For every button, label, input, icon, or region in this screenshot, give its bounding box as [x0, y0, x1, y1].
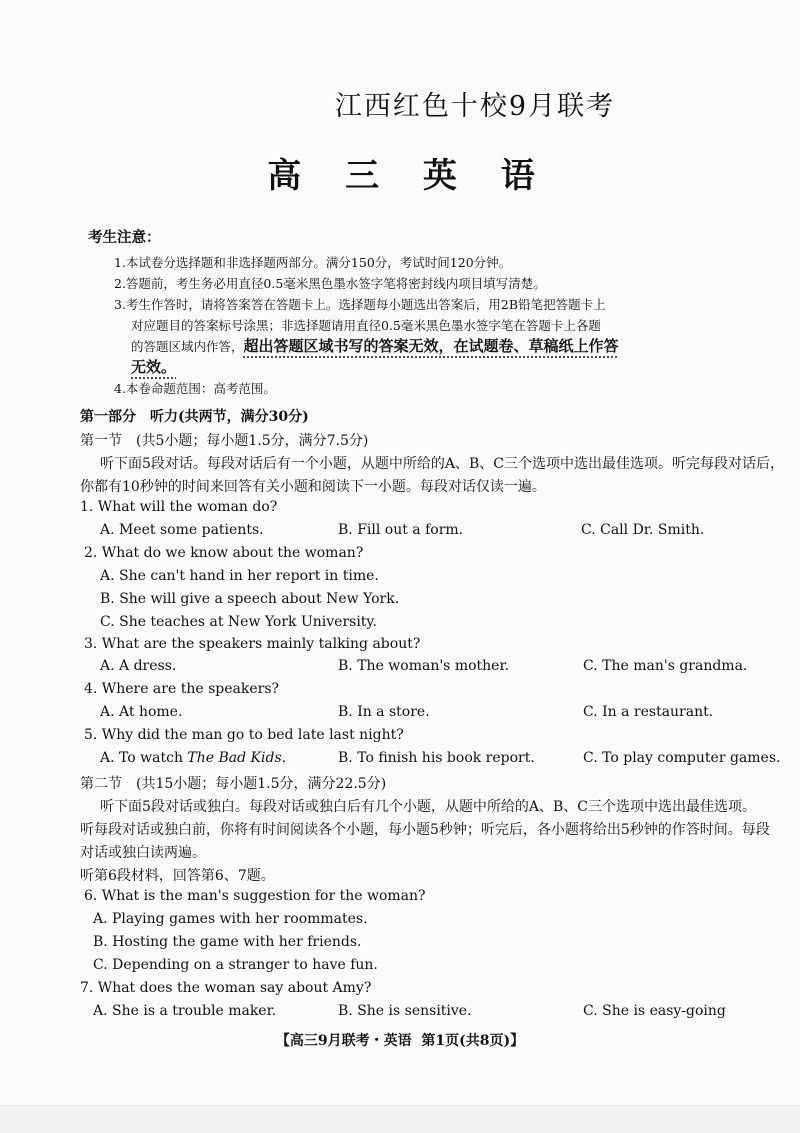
option-a: A. Meet some patients. [100, 522, 264, 538]
option-c: C. Depending on a stranger to have fun. [93, 957, 378, 973]
question-stem: 6. What is the man's suggestion for the woman? [84, 888, 426, 904]
option-a: A. A dress. [100, 658, 177, 674]
notice-line: 对应题目的答案标号涂黑；非选择题请用直径0.5毫米黑色墨水签字笔在答题卡上各题 [131, 318, 601, 333]
option-c: C. To play computer games. [583, 750, 781, 766]
option-b: B. To finish his book report. [338, 750, 535, 766]
footer-page-label: 第1页(共8页)】 [421, 1033, 525, 1049]
instruction-line: 对话或独白读两遍。 [80, 845, 206, 861]
option-c: C. In a restaurant. [583, 704, 714, 720]
notice-line [88, 357, 688, 378]
option-b: B. In a store. [338, 704, 430, 720]
option-a [100, 750, 286, 766]
option-c: C. She is easy-going [583, 1003, 726, 1019]
footer-exam-label: 【高三9月联考・英语 [275, 1033, 412, 1049]
instruction-line: 听下面5段对话。每段对话后有一个小题，从题中所给的A、B、C三个选项中选出最佳选项。听完每段对话后， [100, 456, 785, 472]
section-title: 第一节 (共5小题；每小题1.5分，满分7.5分) [80, 433, 369, 449]
option-b: B. Hosting the game with her friends. [93, 934, 362, 950]
notice-text: 的答题区域内作答， [131, 339, 244, 354]
option-a: A. She is a trouble maker. [93, 1003, 277, 1019]
notice-block [88, 226, 688, 399]
exam-name: 江西红色十校9月联考 [334, 91, 616, 122]
instruction-line: 听每段对话或独白前，你将有时间阅读各个小题，每小题5秒钟；听完后，各小题将给出5秒钟的作答时间。每段 [80, 822, 770, 838]
page-footer [0, 1030, 800, 1050]
notice-line: 2.答题前，考生务必用直径0.5毫米黑色墨水签字笔将密封线内项目填写清楚。 [114, 276, 546, 291]
option-b: B. The woman's mother. [338, 658, 510, 674]
option-a-punct: . [281, 750, 287, 766]
section-title: 第二节 (共15小题；每小题1.5分，满分22.5分) [80, 776, 387, 792]
show-title: The Bad Kids [187, 750, 282, 766]
notice-line: 1.本试卷分选择题和非选择题两部分。满分150分，考试时间120分钟。 [114, 255, 512, 270]
instruction-line: 听下面5段对话或独白。每段对话或独白后有几个小题，从题中所给的A、B、C三个选项中选出最佳选项。 [100, 799, 757, 815]
notice-emphasis: 无效。 [131, 358, 177, 376]
question-stem: 1. What will the woman do? [80, 499, 278, 515]
option-c: C. She teaches at New York University. [100, 614, 377, 630]
notice-emphasis: 超出答题区域书写的答案无效，在试题卷、草稿纸上作答 [243, 337, 619, 355]
question-stem: 4. Where are the speakers? [84, 681, 280, 697]
option-b: B. She will give a speech about New York. [100, 591, 400, 607]
option-b: B. She is sensitive. [338, 1003, 472, 1019]
question-stem: 5. Why did the man go to bed late last night? [84, 727, 404, 743]
part-title: 第一部分 听力(共两节，满分30分) [80, 409, 309, 425]
question-stem: 7. What does the woman say about Amy? [80, 980, 372, 996]
notice-line: 3.考生作答时，请将答案答在答题卡上。选择题每小题选出答案后，用2B铅笔把答题卡上 [114, 297, 606, 312]
question-stem: 3. What are the speakers mainly talking about? [84, 636, 421, 652]
instruction-line: 你都有10秒钟的时间来回答有关小题和阅读下一小题。每段对话仅读一遍。 [80, 479, 546, 495]
option-c: C. The man's grandma. [583, 658, 748, 674]
viewer-bottom-band [0, 1105, 800, 1133]
option-a-text: A. To watch [100, 750, 188, 766]
option-c: C. Call Dr. Smith. [581, 522, 705, 538]
option-a: A. Playing games with her roommates. [93, 911, 368, 927]
option-a: A. She can't hand in her report in time. [100, 568, 379, 584]
subject-title: 高 三 英 语 [267, 156, 551, 196]
notice-line [88, 336, 688, 357]
notice-line: 4.本卷命题范围：高考范围。 [114, 381, 276, 396]
material-note: 听第6段材料，回答第6、7题。 [80, 868, 275, 884]
question-stem: 2. What do we know about the woman? [84, 545, 364, 561]
option-b: B. Fill out a form. [338, 522, 464, 538]
notice-title: 考生注意： [88, 229, 161, 246]
option-a: A. At home. [100, 704, 183, 720]
